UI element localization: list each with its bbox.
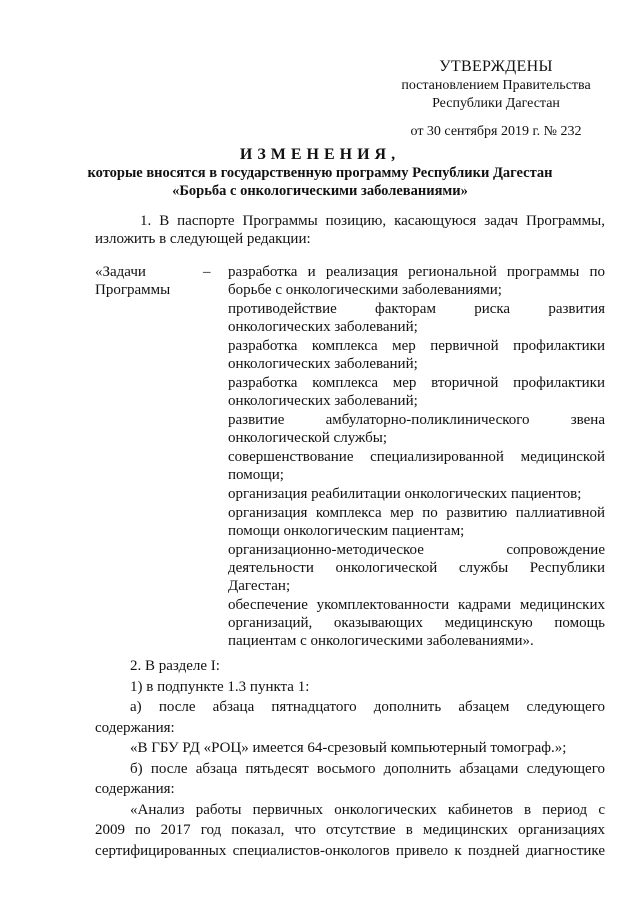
task-item <box>228 448 605 484</box>
document-title: ИЗМЕНЕНИЯ, <box>239 146 401 163</box>
approval-line: постановлением Правительства <box>401 78 591 93</box>
section-heading: 2. В разделе I: <box>130 658 220 674</box>
task-line: разработка комплекса мер вторичной профилактики <box>228 375 605 391</box>
subtitle-line: «Борьба с онкологическими заболеваниями» <box>172 183 468 199</box>
tasks-dash: – <box>203 264 211 280</box>
task-line: обеспечение укомплектованности кадрами медицинских <box>228 597 605 613</box>
quote-line: «В ГБУ РД «РОЦ» имеется 64-срезовый компьютерный томограф.»; <box>130 740 567 756</box>
amendment-line: содержания: <box>95 719 175 736</box>
tasks-label <box>95 263 185 299</box>
task-line: деятельности онкологической службы Республики <box>228 560 605 576</box>
task-item <box>228 596 605 650</box>
task-item <box>228 541 605 595</box>
amendment-line: содержания: <box>95 781 175 797</box>
task-line: помощи; <box>228 467 284 483</box>
tasks-list <box>228 263 605 651</box>
task-line: совершенствование специализированной медицинской <box>228 449 605 465</box>
task-line: разработка комплекса мер первичной профилактики <box>228 338 605 354</box>
approval-block <box>388 58 604 141</box>
task-line: онкологических заболеваний; <box>228 356 418 372</box>
approval-date: от 30 сентября 2019 г. № 232 <box>410 124 582 139</box>
quote-line: сертифицированных специалистов-онкологов привело к поздней диагностике <box>95 842 605 859</box>
paragraph-line: изложить в следующей редакции: <box>95 231 311 247</box>
task-line: противодействие факторам риска развития <box>228 301 605 317</box>
amendment-line: б) после абзаца пятьдесят восьмого дополнить абзацами следующего <box>130 760 605 777</box>
task-line: пациентам с онкологическими заболеваниями». <box>228 633 534 649</box>
task-line: организация комплекса мер по развитию паллиативной <box>228 505 605 521</box>
task-item <box>228 504 605 540</box>
quote-line: «Анализ работы первичных онкологических кабинетов в период с <box>130 801 605 818</box>
task-line: организационно-методическое сопровождение <box>228 542 605 558</box>
task-line: организация реабилитации онкологических пациентов; <box>228 486 582 502</box>
document-subtitle <box>30 164 610 200</box>
task-line: развитие амбулаторно-поликлинического звена <box>228 412 605 428</box>
task-line: разработка и реализация региональной программы по <box>228 264 605 280</box>
tasks-label-line: Программы <box>95 282 171 298</box>
task-item <box>228 411 605 447</box>
section-2 <box>95 656 605 861</box>
subsection-line: 1) в подпункте 1.3 пункта 1: <box>130 678 310 695</box>
amendment-line: а) после абзаца пятнадцатого дополнить абзацем следующего <box>130 699 605 715</box>
task-item <box>228 337 605 373</box>
task-line: онкологических заболеваний; <box>228 319 418 335</box>
tasks-label-line: «Задачи <box>95 264 146 280</box>
subtitle-line: которые вносятся в государственную программу Республики Дагестан <box>87 165 553 181</box>
paragraph-1 <box>95 212 605 248</box>
task-line: онкологической службы; <box>228 430 388 446</box>
approval-title: УТВЕРЖДЕНЫ <box>439 58 553 75</box>
task-line: Дагестан; <box>228 578 291 594</box>
task-line: организаций, оказывающих медицинскую помощь <box>228 615 605 631</box>
task-item <box>228 374 605 410</box>
task-item <box>228 263 605 299</box>
task-line: борьбе с онкологическими заболеваниями; <box>228 282 502 298</box>
paragraph-line: 1. В паспорте Программы позицию, касающуюся задач Программы, <box>140 213 605 229</box>
quote-line: 2009 по 2017 год показал, что отсутствие в медицинских организациях <box>95 822 605 838</box>
approval-line: Республики Дагестан <box>432 96 560 111</box>
task-item <box>228 300 605 336</box>
task-item <box>228 485 605 503</box>
task-line: помощи онкологическим пациентам; <box>228 523 465 539</box>
task-line: онкологических заболеваний; <box>228 393 418 409</box>
